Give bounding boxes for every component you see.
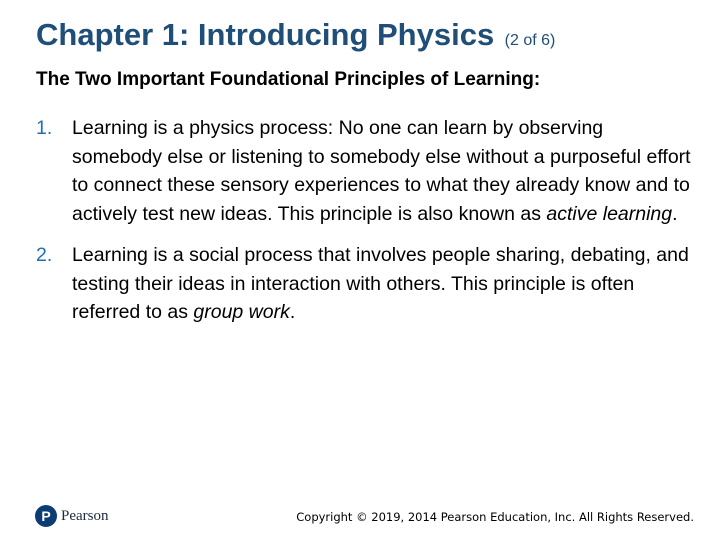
- title-page-count: (2 of 6): [504, 32, 556, 49]
- principle-text: [72, 117, 691, 225]
- principle-emphasis: group work: [193, 301, 290, 323]
- principle-item-1: [36, 114, 696, 228]
- principle-text: [72, 244, 689, 323]
- principles-heading: The Two Important Foundational Principles of Learning:: [36, 69, 541, 90]
- copyright-notice: Copyright © 2019, 2014 Pearson Education, Inc. All Rights Reserved.: [296, 510, 694, 524]
- slide-title: [36, 16, 706, 53]
- principle-item-2: [36, 241, 696, 327]
- pearson-logo: [35, 505, 109, 527]
- principle-number: 2.: [36, 244, 53, 266]
- pearson-logo-icon: P: [35, 505, 57, 527]
- principle-number: 1.: [36, 117, 53, 139]
- principle-text-start: Learning is a social process that involves people sharing, debating, and testing their ideas in interaction with others. This principle is often referred to as: [72, 244, 689, 323]
- pearson-wordmark: Pearson: [61, 507, 109, 524]
- principle-emphasis: active learning: [546, 202, 673, 225]
- principle-text-start: Learning is a physics process: No one can learn by observing somebody else or listening to somebody else without a purposeful effort to connect these sensory experiences to what they already know and to actively test new ideas. This principle is also known as: [72, 117, 691, 225]
- principles-list: [36, 114, 696, 327]
- title-text: Chapter 1: Introducing Physics: [36, 17, 495, 52]
- principle-text-end: .: [289, 301, 296, 323]
- principle-text-end: .: [672, 202, 678, 225]
